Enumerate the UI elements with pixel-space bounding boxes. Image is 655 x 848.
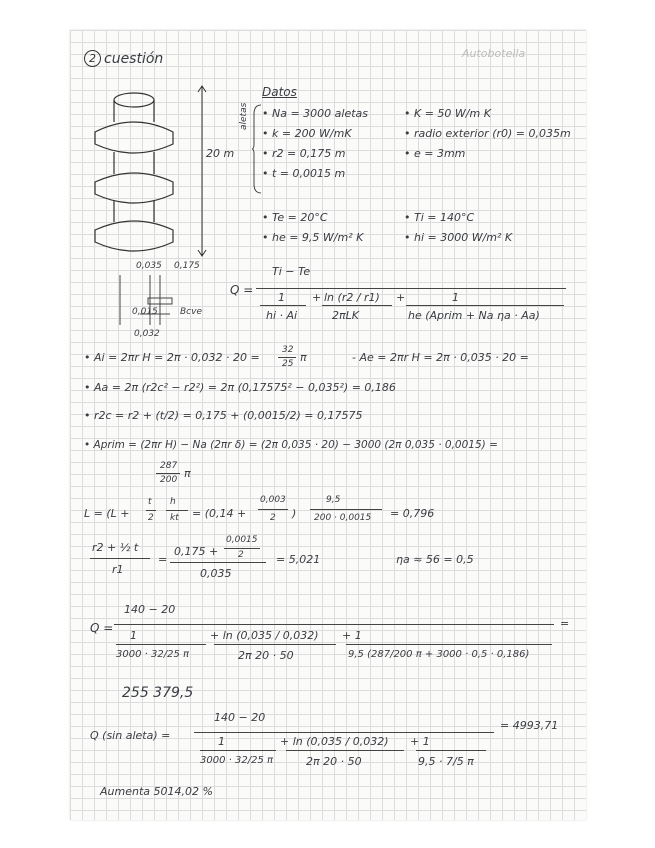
q-d2-den: 2π 20 · 50 <box>238 649 294 662</box>
formula-t2-num: ln (r2 / r1) <box>324 291 380 304</box>
aprim-pi: π <box>184 467 191 480</box>
ratio-eta: ηa ≈ 56 = 0,5 <box>396 553 474 566</box>
q-tail: = <box>560 617 570 630</box>
eta-result: = 0,796 <box>390 507 435 520</box>
section-sketch <box>110 270 200 330</box>
qs-d2-num: + ln (0,035 / 0,032) <box>280 735 389 748</box>
ratio-mid-frac-d: 2 <box>238 550 244 560</box>
q-d1-num: 1 <box>130 629 137 642</box>
eta-sqrt2-den: 200 · 0,0015 <box>314 513 372 523</box>
q-d2-num: + ln (0,035 / 0,032) <box>210 629 319 642</box>
formula-t2-den: 2πLK <box>332 309 359 322</box>
formula-plus-2: + <box>396 291 406 304</box>
q-lhs: Q = <box>90 621 114 635</box>
eta-mid: = (0,14 + <box>192 507 247 520</box>
qs-d2-den: 2π 20 · 50 <box>306 755 362 768</box>
height-label: 20 m <box>206 147 235 160</box>
eta-t: t <box>148 497 152 507</box>
finned-tube-drawing <box>90 82 230 282</box>
question-number: 2 <box>84 50 101 67</box>
eta-sqrt-num: h <box>170 497 176 507</box>
datos-left-2: • k = 200 W/mK <box>262 127 352 140</box>
ratio-left-num: r2 + ½ t <box>92 541 139 554</box>
dim-d2: 0,175 <box>174 261 200 271</box>
question-title: cuestión <box>104 51 164 67</box>
q-d3-den: 9,5 (287/200 π + 3000 · 0,5 · 0,186) <box>348 649 530 660</box>
datos-title: Datos <box>262 85 297 99</box>
ratio-left-den: r1 <box>112 563 124 576</box>
qs-d3-num: + 1 <box>410 735 430 748</box>
ratio-mid-top: 0,175 + <box>174 545 219 558</box>
q-result: 255 379,5 <box>122 685 194 701</box>
footer-text: Aumenta 5014,02 % <box>100 785 213 798</box>
datos-right-3: • e = 3mm <box>404 147 466 160</box>
faded-title: Autobotella <box>462 47 526 60</box>
aprim-den: 200 <box>160 475 178 485</box>
line-ae: - Ae = 2πr H = 2π · 0,035 · 20 = <box>352 351 529 364</box>
formula-lhs: Q = <box>230 283 254 297</box>
qs-lhs: Q (sin aleta) = <box>90 729 171 742</box>
line-r2c: • r2c = r2 + (t/2) = 0,175 + (0,0015/2) = 0,17575 <box>84 409 363 422</box>
temp-left-2: • he = 9,5 W/m² K <box>262 231 364 244</box>
dim-left: 0,015 <box>132 307 158 317</box>
line-ai: • Ai = 2πr H = 2π · 0,032 · 20 = <box>84 351 260 364</box>
eta-mid-num: 0,003 <box>260 495 286 505</box>
formula-t1-num: 1 <box>278 291 285 304</box>
ai-pi: π <box>300 351 307 364</box>
dim-d1: 0,035 <box>136 261 162 271</box>
datos-bracket-label: aletas <box>239 102 249 130</box>
eta-two: 2 <box>148 513 154 523</box>
ratio-mid-den: 0,035 <box>200 567 232 580</box>
formula-t1-den: hi · Ai <box>266 309 298 322</box>
line-aprim: • Aprim = (2πr H) − Na (2πr δ) = (2π 0,035 · 20) − 3000 (2π 0,035 · 0,0015) = <box>84 439 498 451</box>
ratio-eq1: = <box>158 553 168 566</box>
formula-t3-num: 1 <box>452 291 459 304</box>
line-aa: • Aa = 2π (r2c² − r2²) = 2π (0,17575² − 0,035²) = 0,186 <box>84 381 396 394</box>
eta-mid-den: 2 <box>270 513 276 523</box>
qs-num: 140 − 20 <box>214 711 266 724</box>
aprim-num: 287 <box>160 461 178 471</box>
datos-right-2: • radio exterior (r0) = 0,035m <box>404 127 571 140</box>
ai-frac-num: 32 <box>282 345 294 355</box>
dim-d3: 0,032 <box>134 329 160 339</box>
ratio-result: = 5,021 <box>276 553 321 566</box>
formula-t3-den: he (Aprim + Na ηa · Aa) <box>408 309 540 322</box>
eta-sqrt2-num: 9,5 <box>326 495 341 505</box>
q-num: 140 − 20 <box>124 603 176 616</box>
temp-right-2: • hi = 3000 W/m² K <box>404 231 513 244</box>
datos-left-3: • r2 = 0,175 m <box>262 147 346 160</box>
ai-frac-den: 25 <box>282 359 294 369</box>
datos-right-1: • K = 50 W/m K <box>404 107 491 120</box>
formula-bar <box>256 288 566 289</box>
bracket <box>252 104 262 194</box>
notebook-page: 2 cuestión Autobotella 20 m 0,035 0,175 0,032 0,015 Bcve Datos aletas • Na = 3000 aletas • k = 200 W/mK • r2 = 0,175 m • t = 0,0015 m • K = 50 W/m K • radio exterior (r0) = 0,035m • e = 3mm • Te = 20°C • he = 9,5 W/m² K • Ti = 140°C • hi = 3000 W/m² K Q = Ti − Te 1 hi · Ai + ln (r2 / r1) 2πLK + 1 he (Aprim + Na ηa · Aa) • Ai = 2πr H = 2π · 0,032 · 20 = 32 25 π - Ae = 2πr H = 2π · 0,035 · 20 = • Aa = 2π (r2c² − r2²) = 2π (0,17575² − 0,035²) = 0,186 • r2c = r2 + (t/2) = 0,175 + (0,0015/2) = 0,17575 • Aprim = (2πr H) − Na (2πr δ) = (2π 0,035 · 20) − 3000 (2π 0,035 · 0,0015) = 287 200 π L = (L + t 2 h kt = (0,14 + 0,003 2 ) 9,5 200 · 0,0015 = 0,796 r2 + ½ t r1 = 0,175 + 0,0015 2 0,035 = 5,021 ηa ≈ 56 = 0,5 Q = 140 − 20 1 3000 · 32/25 π + ln (0,035 / 0,032) 2π 20 · 50 + 1 9,5 (287/200 π + 3000 · 0,5 · 0,186) = 255 379,5 Q (sin aleta) = 140 − 20 1 3000 · 32/25 π + ln (0,035 / 0,032) 2π 20 · 50 + 1 9,5 · 7/5 π = 4993,71 Aumenta 5014,02 % <box>70 30 586 820</box>
ratio-mid-frac-n: 0,0015 <box>226 535 258 545</box>
qs-d1-den: 3000 · 32/25 π <box>200 755 274 766</box>
datos-left-1: • Na = 3000 aletas <box>262 107 369 120</box>
qs-d3-den: 9,5 · 7/5 π <box>418 755 474 768</box>
formula-num: Ti − Te <box>272 265 311 278</box>
datos-left-4: • t = 0,0015 m <box>262 167 346 180</box>
fin-label: Bcve <box>180 307 202 317</box>
temp-right-1: • Ti = 140°C <box>404 211 475 224</box>
qs-d1-num: 1 <box>218 735 225 748</box>
q-d3-num: + 1 <box>342 629 362 642</box>
temp-left-1: • Te = 20°C <box>262 211 328 224</box>
q-d1-den: 3000 · 32/25 π <box>116 649 190 660</box>
eta-sqrt-den: kt <box>170 513 179 523</box>
qs-result: = 4993,71 <box>500 719 559 732</box>
formula-plus-1: + <box>312 291 322 304</box>
eta-lhs: L = (L + <box>84 507 130 520</box>
